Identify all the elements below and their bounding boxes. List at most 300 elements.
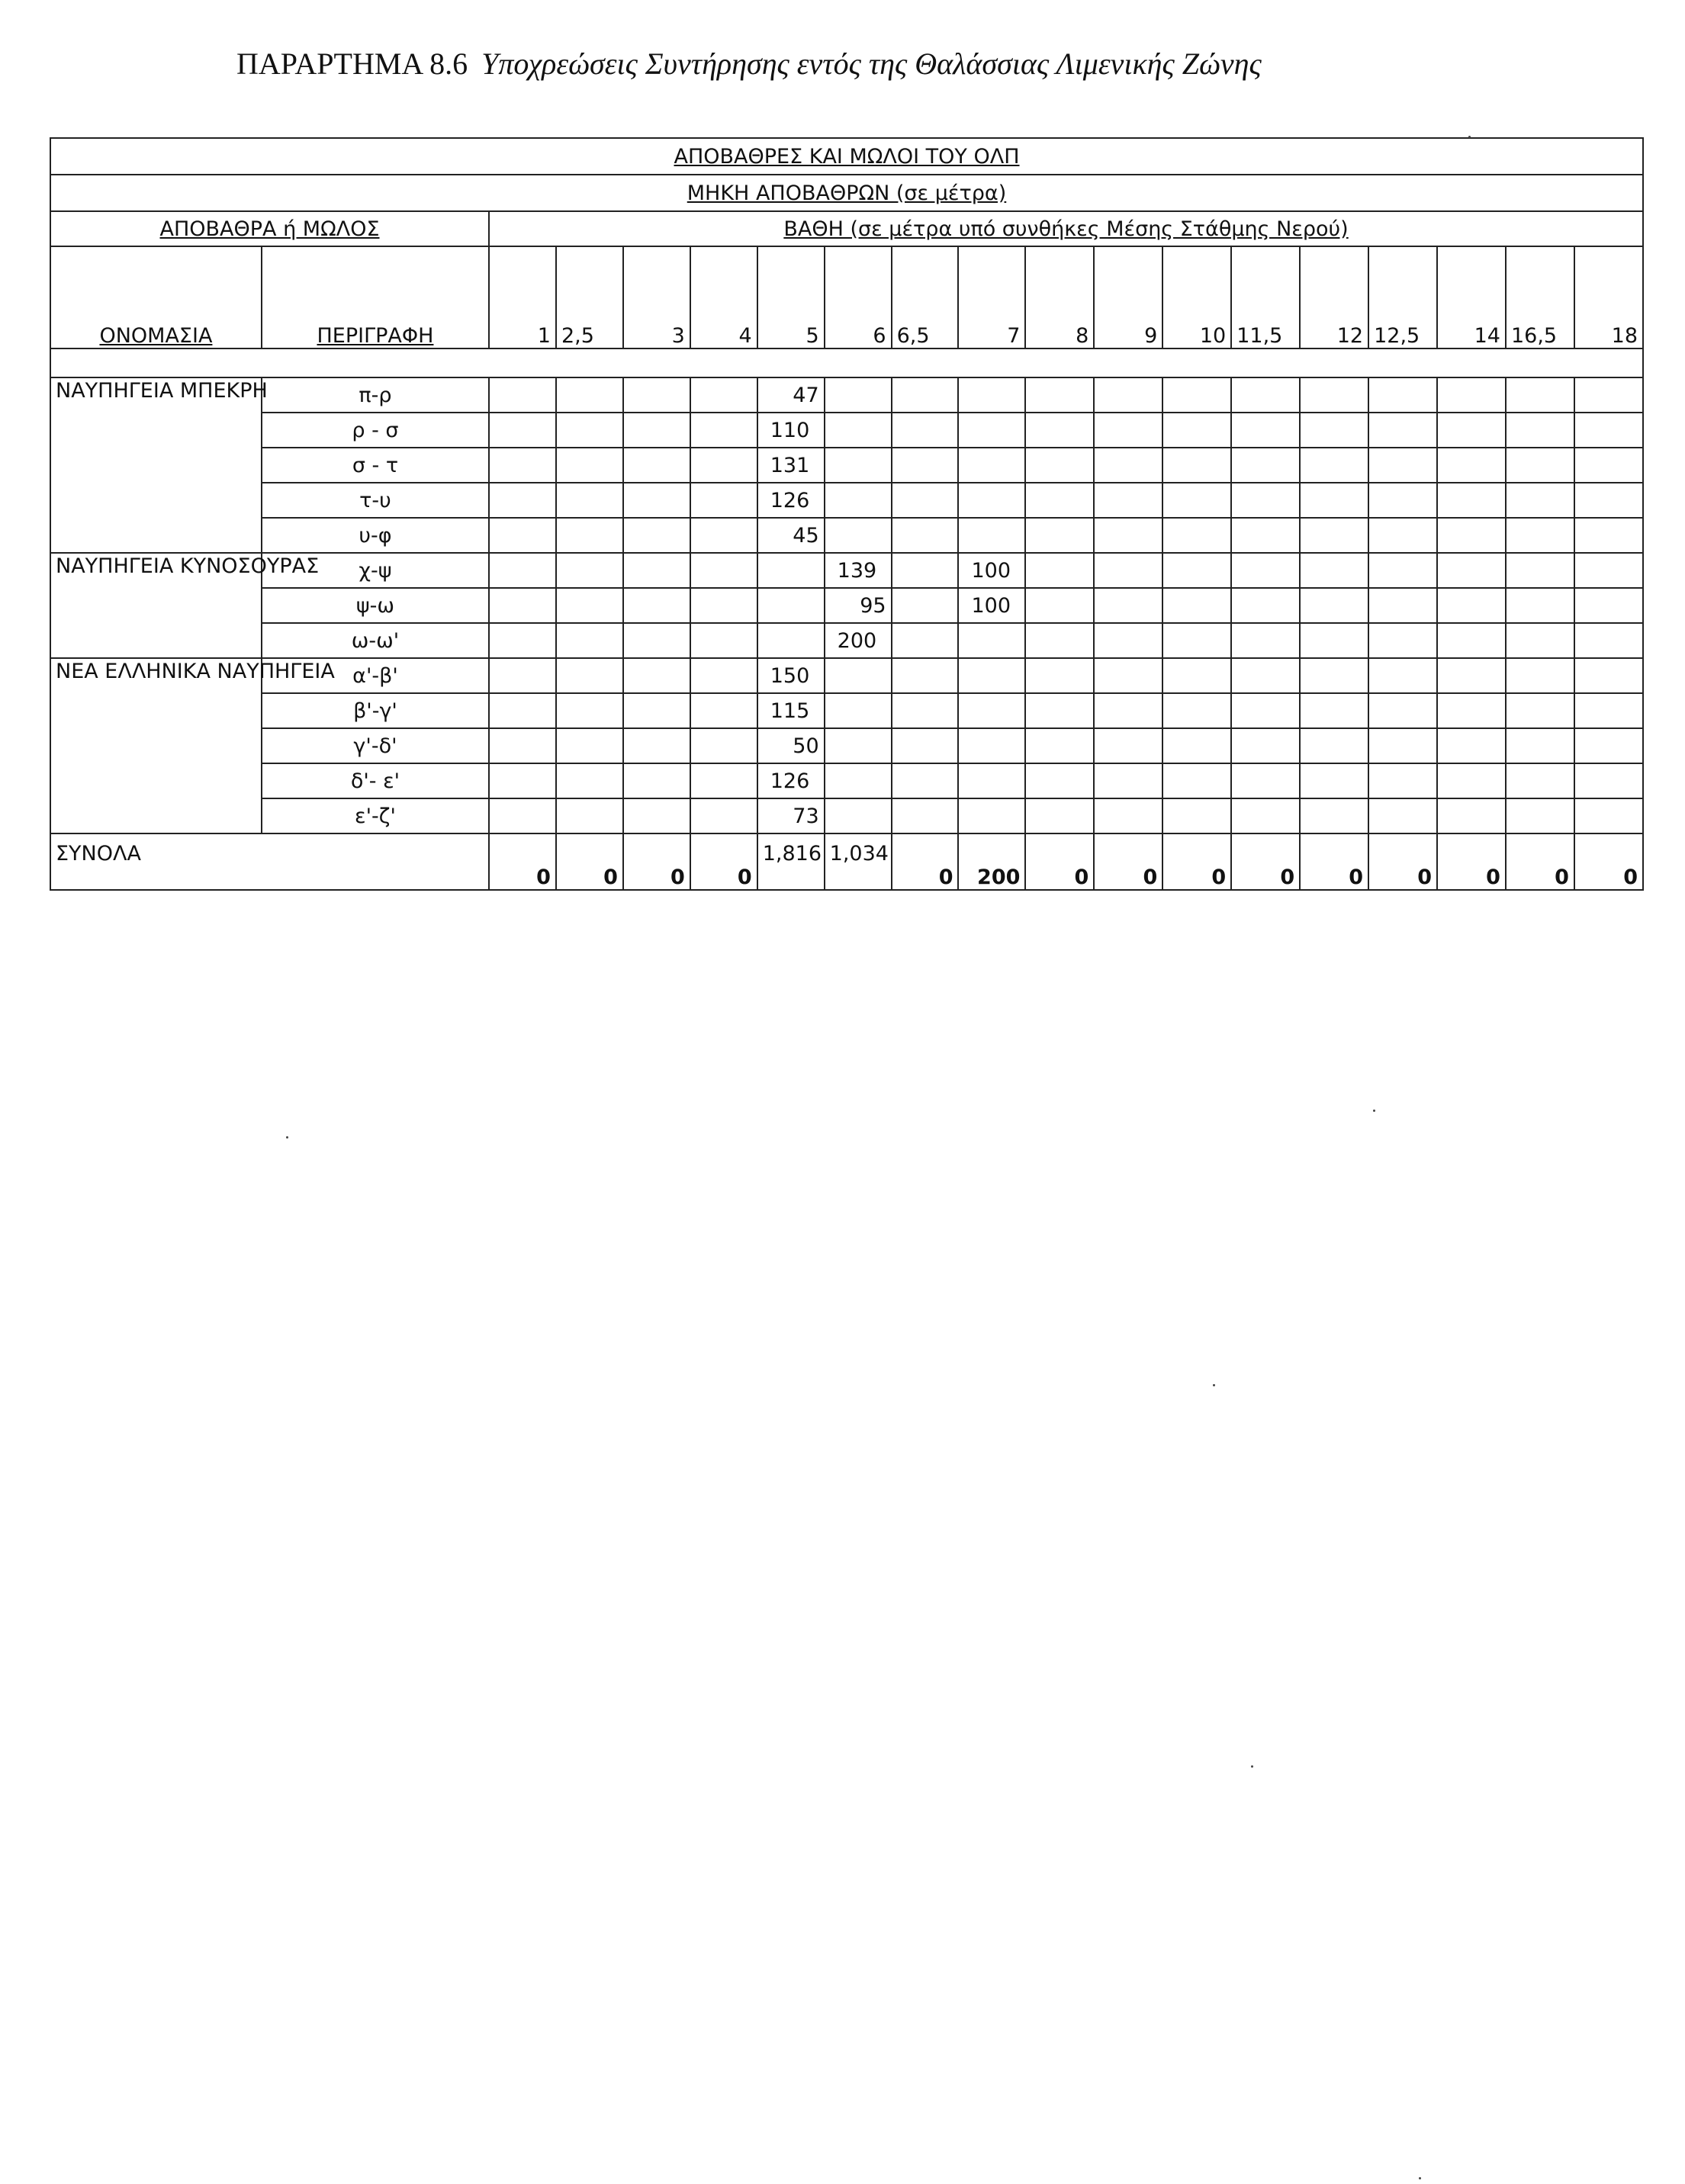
table-row [50, 483, 1643, 518]
length-cell [690, 448, 757, 483]
scan-speck [1468, 136, 1471, 138]
length-cell [690, 588, 757, 623]
length-cell: 100 [958, 588, 1025, 623]
total-cell: 0 [690, 833, 757, 890]
length-cell [1231, 658, 1300, 693]
length-cell [1368, 518, 1437, 553]
length-cell [690, 728, 757, 763]
length-cell [1437, 728, 1506, 763]
length-cell: 100 [958, 553, 1025, 588]
total-cell: 0 [892, 833, 959, 890]
total-cell: 0 [1162, 833, 1231, 890]
length-cell [1574, 763, 1643, 798]
length-cell [1162, 763, 1231, 798]
length-cell [1300, 448, 1368, 483]
length-cell [1231, 518, 1300, 553]
total-cell: 0 [556, 833, 623, 890]
length-cell [892, 377, 959, 413]
length-cell [556, 728, 623, 763]
length-cell [1162, 448, 1231, 483]
length-cell [958, 518, 1025, 553]
length-cell [1300, 623, 1368, 658]
scan-speck [1251, 1765, 1253, 1768]
length-cell [1231, 728, 1300, 763]
length-cell [690, 763, 757, 798]
total-cell: 200 [958, 833, 1025, 890]
length-cell [825, 377, 892, 413]
depth-header: 12 [1300, 246, 1368, 348]
length-cell [757, 588, 825, 623]
depth-header: 1 [489, 246, 556, 348]
length-cell [1300, 588, 1368, 623]
length-cell [556, 658, 623, 693]
length-cell [892, 518, 959, 553]
length-cell: 47 [757, 377, 825, 413]
length-cell [1300, 483, 1368, 518]
length-cell [1437, 553, 1506, 588]
length-cell: 115 [757, 693, 825, 728]
length-cell [1574, 483, 1643, 518]
table-row [50, 728, 1643, 763]
length-cell [1025, 553, 1094, 588]
length-cell [623, 658, 690, 693]
length-cell [1094, 553, 1162, 588]
scan-speck [286, 1136, 288, 1139]
length-cell [623, 763, 690, 798]
length-cell [1506, 728, 1574, 763]
length-cell [1025, 728, 1094, 763]
length-cell [1300, 658, 1368, 693]
table-row [50, 798, 1643, 833]
table-row [50, 588, 1643, 623]
length-cell [958, 623, 1025, 658]
length-cell [556, 553, 623, 588]
length-cell [1300, 518, 1368, 553]
length-cell [1368, 377, 1437, 413]
total-cell: 0 [1437, 833, 1506, 890]
length-cell [1231, 377, 1300, 413]
segment-description: ε'-ζ' [262, 798, 489, 833]
length-cell [1300, 693, 1368, 728]
length-cell [489, 377, 556, 413]
length-cell [892, 413, 959, 448]
spacer-row [50, 348, 1643, 377]
length-cell [958, 448, 1025, 483]
length-cell [1025, 588, 1094, 623]
length-cell [1300, 553, 1368, 588]
length-cell [1025, 658, 1094, 693]
length-cell [825, 763, 892, 798]
segment-description: γ'-δ' [262, 728, 489, 763]
length-cell [892, 658, 959, 693]
depth-header: 3 [623, 246, 690, 348]
depth-header: 11,5 [1231, 246, 1300, 348]
length-cell [623, 693, 690, 728]
length-cell [892, 728, 959, 763]
length-cell [489, 623, 556, 658]
length-cell: 110 [757, 413, 825, 448]
length-cell [1025, 798, 1094, 833]
length-cell [1231, 588, 1300, 623]
length-cell [1094, 377, 1162, 413]
length-cell [1437, 377, 1506, 413]
length-cell [623, 518, 690, 553]
length-cell [958, 377, 1025, 413]
table-subheading: ΜΗΚΗ ΑΠΟΒΑΘΡΩΝ (σε μέτρα) [50, 175, 1643, 211]
length-cell [1574, 588, 1643, 623]
group-name: ΝΕΑ ΕΛΛΗΝΙΚΑ ΝΑΥΠΗΓΕΙΑ [50, 658, 262, 833]
length-cell [1574, 798, 1643, 833]
length-cell [489, 693, 556, 728]
depths-table [50, 137, 1644, 891]
length-cell [1574, 623, 1643, 658]
total-cell: 0 [1025, 833, 1094, 890]
length-cell [690, 413, 757, 448]
length-cell [556, 623, 623, 658]
length-cell [623, 798, 690, 833]
depth-header: 5 [757, 246, 825, 348]
length-cell [690, 798, 757, 833]
length-cell [825, 413, 892, 448]
length-cell [1368, 798, 1437, 833]
depth-header: 6 [825, 246, 892, 348]
length-cell [825, 798, 892, 833]
length-cell [1094, 448, 1162, 483]
length-cell [690, 553, 757, 588]
length-cell [489, 413, 556, 448]
length-cell [1231, 448, 1300, 483]
total-cell: 0 [489, 833, 556, 890]
length-cell [1574, 553, 1643, 588]
length-cell [892, 763, 959, 798]
length-cell [623, 483, 690, 518]
length-cell [623, 377, 690, 413]
title-italic: Υποχρεώσεις Συντήρησης εντός της Θαλάσσιας Λιμενικής Ζώνης [481, 47, 1262, 81]
length-cell [556, 518, 623, 553]
length-cell [1437, 483, 1506, 518]
length-cell [1437, 588, 1506, 623]
length-cell [1231, 413, 1300, 448]
depth-header: 16,5 [1506, 246, 1574, 348]
length-cell [1231, 483, 1300, 518]
length-cell [1231, 693, 1300, 728]
length-cell [1506, 377, 1574, 413]
length-cell [1437, 448, 1506, 483]
segment-description: σ - τ [262, 448, 489, 483]
length-cell [1437, 623, 1506, 658]
length-cell [1162, 798, 1231, 833]
table-row [50, 553, 1643, 588]
length-cell: 131 [757, 448, 825, 483]
length-cell [1437, 413, 1506, 448]
length-cell [1094, 658, 1162, 693]
length-cell [489, 518, 556, 553]
length-cell [489, 798, 556, 833]
length-cell [556, 413, 623, 448]
group-name: ΝΑΥΠΗΓΕΙΑ ΚΥΝΟΣΟΥΡΑΣ [50, 553, 262, 658]
length-cell [1162, 413, 1231, 448]
segment-description: τ-υ [262, 483, 489, 518]
length-cell [892, 553, 959, 588]
length-cell [1231, 798, 1300, 833]
length-cell [556, 483, 623, 518]
depth-header: 8 [1025, 246, 1094, 348]
length-cell [1162, 377, 1231, 413]
length-cell [958, 693, 1025, 728]
length-cell [1094, 518, 1162, 553]
length-cell: 73 [757, 798, 825, 833]
length-cell [1437, 763, 1506, 798]
length-cell [1506, 448, 1574, 483]
depth-header: 18 [1574, 246, 1643, 348]
depth-header: 6,5 [892, 246, 959, 348]
length-cell [1162, 518, 1231, 553]
length-cell [489, 448, 556, 483]
length-cell [757, 623, 825, 658]
column-header-description: ΠΕΡΙΓΡΑΦΗ [262, 246, 489, 348]
length-cell [892, 588, 959, 623]
length-cell [958, 658, 1025, 693]
length-cell [489, 483, 556, 518]
length-cell [1231, 553, 1300, 588]
length-cell [958, 798, 1025, 833]
length-cell [1368, 588, 1437, 623]
length-cell [1162, 728, 1231, 763]
title-prefix: ΠΑΡΑΡΤΗΜΑ 8.6 [236, 47, 468, 81]
length-cell [1094, 763, 1162, 798]
depth-header: 10 [1162, 246, 1231, 348]
table-row [50, 518, 1643, 553]
length-cell [892, 483, 959, 518]
table-row [50, 658, 1643, 693]
length-cell: 200 [825, 623, 892, 658]
segment-description: δ'- ε' [262, 763, 489, 798]
length-cell [1437, 693, 1506, 728]
length-cell [825, 728, 892, 763]
length-cell [1025, 448, 1094, 483]
length-cell [1368, 448, 1437, 483]
length-cell [1437, 798, 1506, 833]
total-cell: 0 [1300, 833, 1368, 890]
length-cell [1162, 658, 1231, 693]
depth-header: 7 [958, 246, 1025, 348]
length-cell [757, 553, 825, 588]
length-cell [1162, 623, 1231, 658]
length-cell [623, 413, 690, 448]
length-cell [623, 448, 690, 483]
scan-speck [1419, 2177, 1421, 2179]
length-cell [1437, 658, 1506, 693]
totals-label: ΣΥΝΟΛΑ [50, 833, 489, 890]
length-cell [892, 798, 959, 833]
group-name: ΝΑΥΠΗΓΕΙΑ ΜΠΕΚΡΗ [50, 377, 262, 553]
length-cell: 150 [757, 658, 825, 693]
table-row [50, 377, 1643, 413]
length-cell [1162, 588, 1231, 623]
column-header-name: ΟΝΟΜΑΣΙΑ [50, 246, 262, 348]
length-cell [1574, 693, 1643, 728]
length-cell [623, 553, 690, 588]
depth-header: 4 [690, 246, 757, 348]
length-cell [1300, 413, 1368, 448]
length-cell [690, 518, 757, 553]
length-cell [1506, 658, 1574, 693]
length-cell: 50 [757, 728, 825, 763]
total-cell: 0 [1574, 833, 1643, 890]
length-cell [1162, 483, 1231, 518]
length-cell [1506, 763, 1574, 798]
page-title [236, 46, 1262, 82]
length-cell [1300, 377, 1368, 413]
length-cell [1025, 413, 1094, 448]
length-cell [556, 798, 623, 833]
length-cell [1094, 798, 1162, 833]
length-cell [1574, 518, 1643, 553]
scan-speck [1213, 1384, 1215, 1386]
length-cell [1368, 693, 1437, 728]
segment-description: β'-γ' [262, 693, 489, 728]
length-cell [1574, 377, 1643, 413]
length-cell [1025, 763, 1094, 798]
table-row [50, 623, 1643, 658]
total-cell: 0 [1506, 833, 1574, 890]
length-cell [1506, 413, 1574, 448]
right-group-header: ΒΑΘΗ (σε μέτρα υπό συνθήκες Μέσης Στάθμης Νερού) [489, 211, 1643, 246]
length-cell [1162, 693, 1231, 728]
total-cell: 1,816 [757, 833, 825, 890]
length-cell [1368, 658, 1437, 693]
length-cell [825, 693, 892, 728]
scan-speck [1373, 1110, 1375, 1112]
length-cell [690, 693, 757, 728]
length-cell [1094, 623, 1162, 658]
length-cell [1300, 798, 1368, 833]
length-cell [690, 623, 757, 658]
total-cell: 1,034 [825, 833, 892, 890]
length-cell [1094, 588, 1162, 623]
length-cell: 126 [757, 483, 825, 518]
length-cell [1506, 553, 1574, 588]
length-cell [1506, 693, 1574, 728]
segment-description: ρ - σ [262, 413, 489, 448]
depth-header: 9 [1094, 246, 1162, 348]
length-cell [489, 728, 556, 763]
table-row [50, 448, 1643, 483]
length-cell [1574, 658, 1643, 693]
table-row [50, 763, 1643, 798]
length-cell [1300, 728, 1368, 763]
length-cell [1368, 413, 1437, 448]
segment-description: ω-ω' [262, 623, 489, 658]
length-cell: 139 [825, 553, 892, 588]
length-cell [556, 693, 623, 728]
length-cell [958, 483, 1025, 518]
table-row [50, 693, 1643, 728]
length-cell: 45 [757, 518, 825, 553]
depth-header: 12,5 [1368, 246, 1437, 348]
length-cell [556, 763, 623, 798]
length-cell [690, 483, 757, 518]
length-cell [1231, 763, 1300, 798]
total-cell: 0 [623, 833, 690, 890]
length-cell [1368, 553, 1437, 588]
length-cell [825, 658, 892, 693]
length-cell [1437, 518, 1506, 553]
segment-description: α'-β' [262, 658, 489, 693]
length-cell [1506, 518, 1574, 553]
length-cell [623, 588, 690, 623]
length-cell [1300, 763, 1368, 798]
length-cell [1025, 483, 1094, 518]
length-cell [1231, 623, 1300, 658]
table-heading: ΑΠΟΒΑΘΡΕΣ ΚΑΙ ΜΩΛΟΙ ΤΟΥ ΟΛΠ [50, 138, 1643, 175]
length-cell [1025, 693, 1094, 728]
length-cell [1025, 377, 1094, 413]
length-cell [489, 658, 556, 693]
length-cell [623, 623, 690, 658]
length-cell [892, 623, 959, 658]
length-cell [556, 448, 623, 483]
length-cell [690, 658, 757, 693]
length-cell [892, 448, 959, 483]
depth-header: 14 [1437, 246, 1506, 348]
length-cell [1094, 413, 1162, 448]
length-cell [1368, 483, 1437, 518]
depth-header: 2,5 [556, 246, 623, 348]
length-cell [1574, 413, 1643, 448]
length-cell [489, 588, 556, 623]
length-cell [1506, 798, 1574, 833]
total-cell: 0 [1231, 833, 1300, 890]
length-cell [1368, 728, 1437, 763]
length-cell [1506, 623, 1574, 658]
length-cell [1094, 693, 1162, 728]
length-cell [825, 518, 892, 553]
length-cell [1506, 483, 1574, 518]
length-cell [690, 377, 757, 413]
length-cell [556, 588, 623, 623]
length-cell [489, 763, 556, 798]
length-cell [958, 728, 1025, 763]
length-cell: 95 [825, 588, 892, 623]
length-cell [1025, 518, 1094, 553]
total-cell: 0 [1368, 833, 1437, 890]
length-cell [825, 448, 892, 483]
table-row [50, 413, 1643, 448]
segment-description: χ-ψ [262, 553, 489, 588]
length-cell [1574, 448, 1643, 483]
length-cell [1094, 483, 1162, 518]
length-cell [623, 728, 690, 763]
length-cell [825, 483, 892, 518]
length-cell [1368, 623, 1437, 658]
left-group-header: ΑΠΟΒΑΘΡΑ ή ΜΩΛΟΣ [50, 211, 489, 246]
table-container [50, 137, 1644, 891]
length-cell [958, 763, 1025, 798]
length-cell [892, 693, 959, 728]
segment-description: π-ρ [262, 377, 489, 413]
length-cell [1025, 623, 1094, 658]
segment-description: ψ-ω [262, 588, 489, 623]
length-cell: 126 [757, 763, 825, 798]
length-cell [1162, 553, 1231, 588]
length-cell [1506, 588, 1574, 623]
length-cell [1368, 763, 1437, 798]
length-cell [556, 377, 623, 413]
segment-description: υ-φ [262, 518, 489, 553]
length-cell [958, 413, 1025, 448]
length-cell [489, 553, 556, 588]
